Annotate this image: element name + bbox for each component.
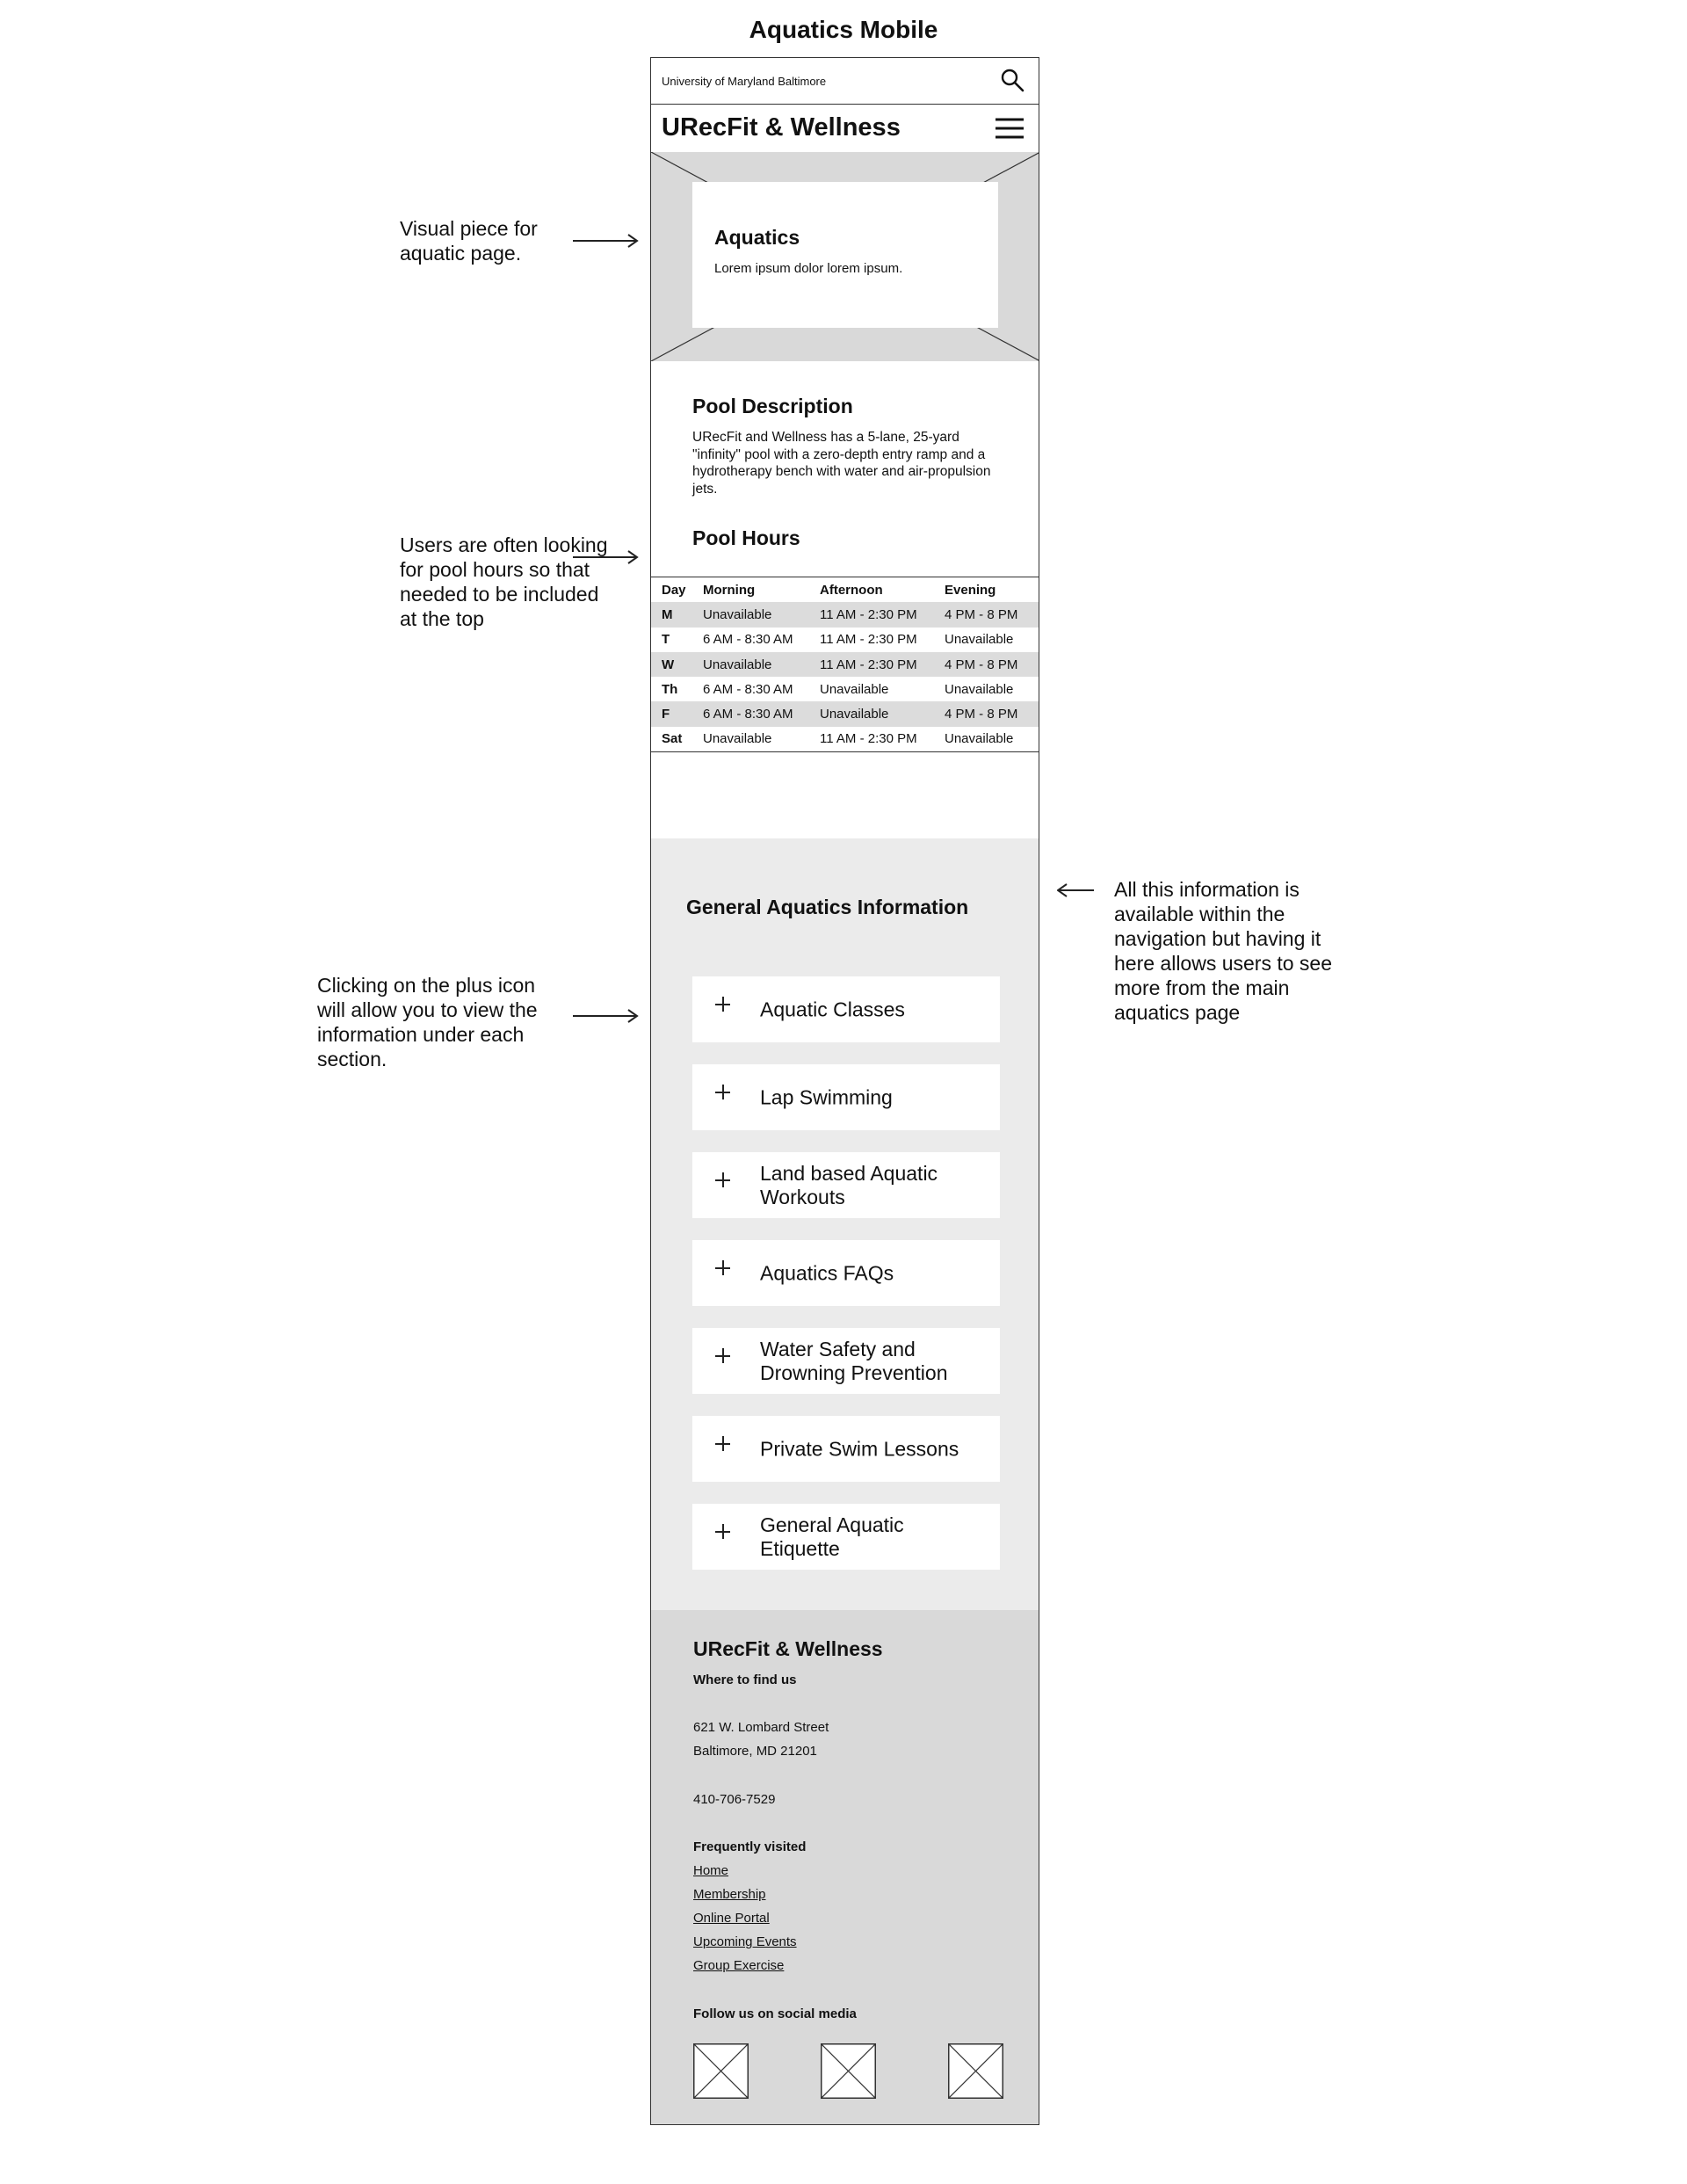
arrow-left-icon [1057, 883, 1096, 897]
table-cell: Unavailable [809, 701, 934, 726]
hero-heading: Aquatics [714, 226, 800, 249]
accordion-item-land-workouts[interactable] [692, 1152, 1000, 1218]
footer-link-home[interactable]: Home [693, 1863, 729, 1878]
accordion-label: General Aquatic Etiquette [760, 1513, 904, 1560]
pool-description-body: URecFit and Wellness has a 5-lane, 25-yard "infinity" pool with a zero-depth entry ramp and a hydrotherapy bench with water and air-propulsion jets. [692, 430, 991, 497]
footer-link-membership[interactable]: Membership [693, 1887, 766, 1902]
column-header: Morning [703, 582, 756, 598]
table-cell: Th [662, 681, 678, 697]
utility-bar [651, 58, 1039, 105]
table-row [651, 602, 1039, 627]
pool-hours-table [651, 577, 1039, 752]
annotation-visual-piece: Visual piece for aquatic page. [400, 217, 538, 265]
accordion-item-lap-swimming[interactable] [692, 1064, 1000, 1130]
footer-link-group-exercise[interactable]: Group Exercise [693, 1958, 785, 1973]
table-cell: 11 AM - 2:30 PM [820, 632, 917, 648]
page-title: Aquatics Mobile [749, 16, 938, 43]
arrow-right-icon [571, 1009, 640, 1023]
accordion-item-private-swim-lessons[interactable] [692, 1416, 1000, 1482]
column-header: Evening [945, 582, 996, 598]
annotation-plus-icon: Clicking on the plus icon will allow you to view the information under each section. [317, 974, 538, 1070]
column-header: Afternoon [820, 582, 883, 598]
accordion-item-aquatic-etiquette[interactable] [692, 1504, 1000, 1570]
hamburger-menu-icon[interactable] [995, 115, 1025, 141]
footer-link-online-portal[interactable]: Online Portal [693, 1911, 770, 1926]
accordion-label: Private Swim Lessons [760, 1437, 959, 1460]
table-cell: 6 AM - 8:30 AM [703, 681, 793, 697]
accordion-label: Water Safety and Drowning Prevention [760, 1337, 948, 1384]
brand-logo[interactable]: URecFit & Wellness [662, 113, 901, 141]
table-cell: M [651, 602, 692, 627]
accordion-item-water-safety[interactable] [692, 1328, 1000, 1394]
plus-icon[interactable] [715, 1348, 730, 1363]
pool-description-title: Pool Description [692, 395, 853, 417]
social-media-placeholder-icon[interactable] [693, 2043, 749, 2099]
table-cell: Unavailable [692, 602, 809, 627]
footer-address-line1: 621 W. Lombard Street [693, 1720, 829, 1735]
social-media-placeholder-icon[interactable] [948, 2043, 1003, 2099]
pool-hours-title: Pool Hours [692, 526, 800, 549]
accordion-label: Land based Aquatic Workouts [760, 1161, 938, 1208]
table-cell: 11 AM - 2:30 PM [820, 731, 917, 747]
hero-card [692, 182, 998, 328]
table-row [651, 727, 1039, 751]
annotation-navigation: All this information is available within the navigation but having it here allows users to see more from the main aquatics page [1114, 878, 1333, 1024]
accordion-item-aquatic-classes[interactable] [692, 976, 1000, 1042]
footer-phone: 410-706-7529 [693, 1792, 776, 1807]
table-row [651, 701, 1039, 726]
university-name[interactable]: University of Maryland Baltimore [662, 75, 827, 88]
plus-icon[interactable] [715, 1260, 730, 1275]
table-row [651, 628, 1039, 652]
table-cell: 4 PM - 8 PM [934, 652, 1039, 677]
hero-image-placeholder [651, 152, 1039, 361]
accordion-label: Aquatics FAQs [760, 1261, 894, 1284]
footer [651, 1610, 1039, 2125]
general-info-title: General Aquatics Information [686, 896, 969, 918]
footer-address-line2: Baltimore, MD 21201 [693, 1744, 817, 1759]
table-cell: Unavailable [945, 632, 1014, 648]
general-info-section [651, 838, 1039, 1610]
hero-text: Lorem ipsum dolor lorem ipsum. [714, 261, 903, 276]
table-header-row [651, 577, 1039, 602]
table-cell: 6 AM - 8:30 AM [703, 632, 793, 648]
table-cell: Unavailable [945, 681, 1014, 697]
footer-where-heading: Where to find us [693, 1672, 797, 1687]
footer-social-heading: Follow us on social media [693, 2006, 857, 2021]
header [651, 105, 1039, 152]
table-cell: T [662, 632, 670, 648]
table-cell: F [651, 701, 692, 726]
accordion-label: Aquatic Classes [760, 998, 905, 1020]
plus-icon[interactable] [715, 1436, 730, 1451]
table-cell: 4 PM - 8 PM [934, 602, 1039, 627]
table-cell: Unavailable [945, 731, 1014, 747]
mobile-frame [650, 57, 1039, 2125]
table-cell: Sat [662, 731, 683, 747]
table-row [651, 652, 1039, 677]
table-cell: 11 AM - 2:30 PM [809, 602, 934, 627]
search-icon[interactable] [1000, 68, 1025, 92]
footer-frequent-heading: Frequently visited [693, 1839, 807, 1854]
table-cell: Unavailable [820, 681, 889, 697]
social-media-placeholder-icon[interactable] [821, 2043, 876, 2099]
column-header: Day [662, 582, 686, 598]
table-row [651, 677, 1039, 701]
annotation-pool-hours: Users are often looking for pool hours so that needed to be included at the top [400, 533, 608, 630]
table-cell: 6 AM - 8:30 AM [692, 701, 809, 726]
accordion-item-aquatics-faqs[interactable] [692, 1240, 1000, 1306]
arrow-right-icon [571, 234, 640, 248]
plus-icon[interactable] [715, 997, 730, 1012]
table-cell: Unavailable [703, 731, 772, 747]
table-cell: Unavailable [692, 652, 809, 677]
plus-icon[interactable] [715, 1524, 730, 1539]
footer-link-upcoming-events[interactable]: Upcoming Events [693, 1934, 797, 1949]
accordion-label: Lap Swimming [760, 1085, 893, 1108]
table-cell: W [651, 652, 692, 677]
table-cell: 4 PM - 8 PM [934, 701, 1039, 726]
footer-brand: URecFit & Wellness [693, 1637, 883, 1660]
plus-icon[interactable] [715, 1085, 730, 1099]
table-cell: 11 AM - 2:30 PM [809, 652, 934, 677]
arrow-right-icon [571, 550, 640, 564]
plus-icon[interactable] [715, 1172, 730, 1187]
